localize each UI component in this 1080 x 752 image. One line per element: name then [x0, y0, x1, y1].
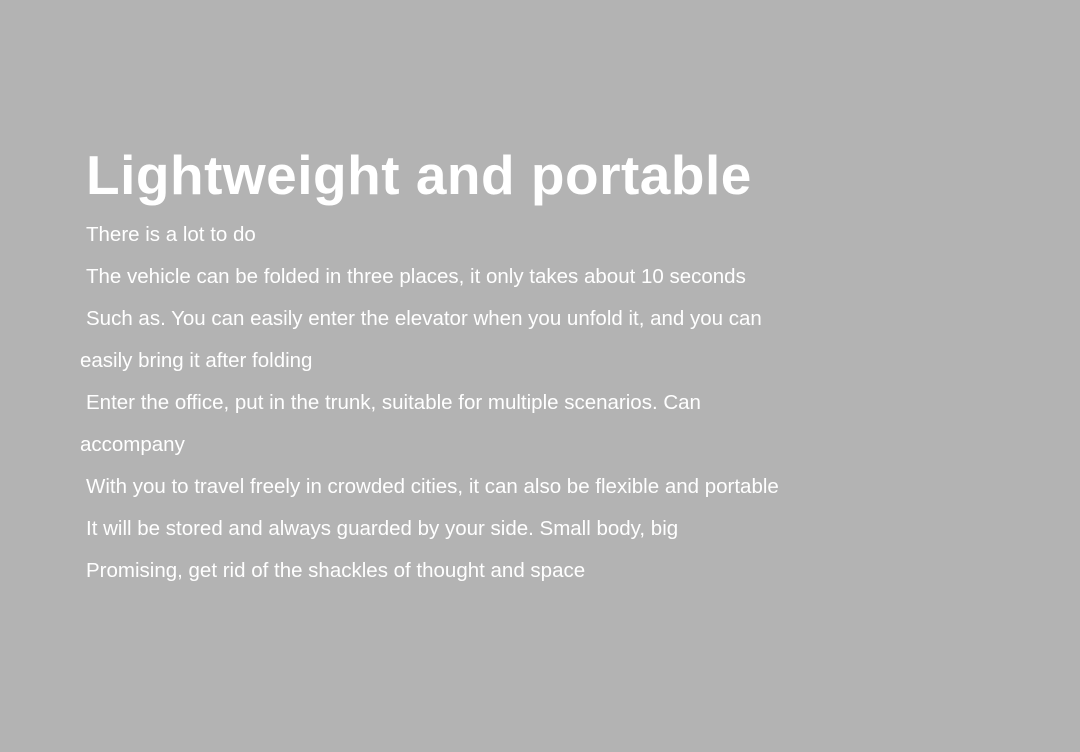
page-title: Lightweight and portable	[86, 143, 752, 206]
body-line: It will be stored and always guarded by your side. Small body, big	[86, 517, 679, 540]
body-line: Such as. You can easily enter the elevator when you unfold it, and you can	[86, 307, 762, 330]
body-line: With you to travel freely in crowded cities, it can also be flexible and portable	[86, 475, 779, 498]
body-line: Promising, get rid of the shackles of thought and space	[86, 559, 586, 582]
body-line: The vehicle can be folded in three places, it only takes about 10 seconds	[86, 265, 746, 288]
body-line: Enter the office, put in the trunk, suitable for multiple scenarios. Can	[86, 391, 701, 414]
slide-body-text	[80, 214, 990, 592]
body-line: There is a lot to do	[86, 223, 256, 246]
body-line: easily bring it after folding	[80, 349, 313, 372]
body-line: accompany	[80, 433, 185, 456]
